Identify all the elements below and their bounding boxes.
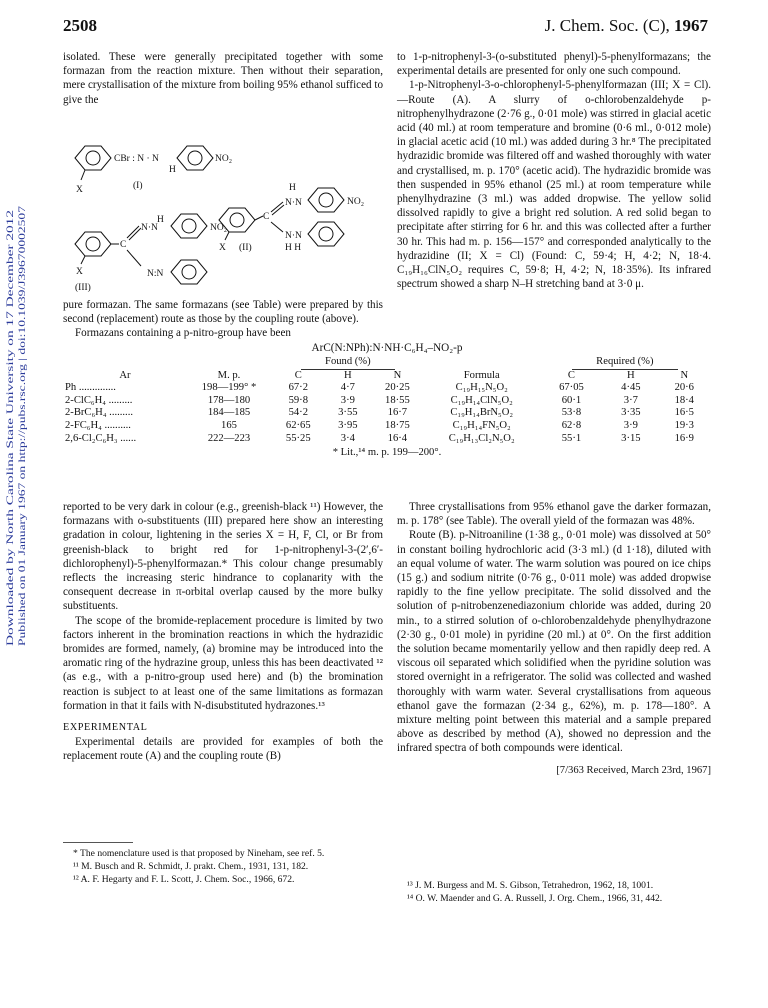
paragraph: Formazans containing a p-nitro-group have been: [75, 327, 291, 340]
table-cell: 3·9: [340, 394, 355, 406]
table-footnote-row: [63, 445, 711, 460]
table-cell: 62·8: [561, 419, 582, 431]
table-cell: 18·75: [385, 419, 410, 431]
table-row: [63, 382, 711, 395]
column-header: Ar: [119, 369, 131, 381]
table-cell: 165: [221, 419, 237, 431]
footnote: * The nomenclature used is that proposed by Nineham, see ref. 5.: [73, 848, 325, 859]
structure-ii-label: (II): [239, 243, 252, 253]
left-column-top: [63, 50, 383, 107]
sidebar-text: [3, 176, 31, 646]
structure-i-h: H: [169, 165, 176, 175]
footnotes-right: [397, 880, 711, 906]
table-cell: 3·55: [338, 407, 358, 419]
table-cell: 4·7: [340, 382, 355, 394]
column-header: C: [567, 369, 575, 381]
structure-i-label: (I): [133, 181, 143, 191]
paragraph: Three crystallisations from 95% ethanol gave the darker formazan, m. p. 178° (see Table). The overall yield of the formazan was 48%.: [397, 501, 711, 528]
table-cell: Ph ..............: [65, 382, 116, 394]
table-cell: C₁₉H₁₄FN₅O₂: [452, 419, 511, 431]
paragraph: Route (B). p-Nitroaniline (1·38 g., 0·01 mole) was dissolved at 50° in constant boiling hydrochloric acid (3·3 ml.) (d 1·18), diluted with an equal volume of water. The warm solution was poured on ice chips (15 g.) and sodium nitrite (0·76 g., 0·011 mole) was added dropwise rapidly to the fine yellow precipitate. The solid dissolved and the solution of p-nitrobenzenediazonium chloride was added, during 20 min., to a stirred solution of o-chlorobenzaldehyde phenylhydrazone (2·30 g., 0·01 mole) in pyridine (20 ml.) at 0°. On the first addition the solution became momentarily yellow and then rapidly deep red. A viscous oil separated which solidified when the pyridine solution was stored overnight in a refrigerator. The solid was collected and washed thoroughly with warm water. Several crystallisations from aqueous ethanol gave the formazan (2·34 g., 62%), m. p. 178—180°. A mixture melting point between this material and a sample prepared above as described by method (A), showed no depression and the infrared spectra of both compounds were identical.: [397, 529, 711, 755]
table-row: [63, 420, 711, 433]
structure-iii-nn2: N:N: [147, 269, 164, 279]
table-cell: 198—199° *: [201, 382, 257, 394]
section-heading: EXPERIMENTAL: [63, 722, 148, 734]
table-cell: 59·8: [288, 394, 308, 406]
footnotes-left: [63, 848, 383, 888]
found-group-header: Found (%): [301, 356, 395, 370]
table-group-row: [63, 356, 711, 370]
footnote-rule: [63, 842, 133, 843]
paragraph: reported to be very dark in colour (e.g., greenish-black ¹¹) However, the formazans with o-substituents (III) prepared here show an interesting gradation in colour, lightening in the series X = H, F, Cl, or Br from greenish-black to bright red for 1-p-nitrophenyl-3-(2′,6′-dichlorophenyl)-5-phenylformazan.* This colour change presumably reflects the increasing steric hindrance to coplanarity with the consequent decrease in π-orbital overlap caused by the more bulky substituents.: [63, 501, 383, 613]
structure-iii: [75, 214, 227, 293]
table-cell: 16·9: [674, 432, 694, 444]
structure-iii-x: X: [76, 267, 83, 277]
right-column-top: [397, 50, 711, 291]
table-footnote: * Lit.,¹⁴ m. p. 199—200°.: [332, 447, 442, 459]
structure-ii: [219, 183, 364, 253]
table-cell: 2-BrC₆H₄ .........: [65, 407, 134, 419]
table-cell: 3·4: [340, 432, 355, 444]
structure-ii-x: X: [219, 243, 226, 253]
structure-diagram: [63, 120, 383, 298]
structure-iii-nn1: N·N: [141, 223, 158, 233]
table-title: ArC(N:NPh):N·NH·C₆H₄–NO₂-p: [311, 342, 463, 354]
table-grid: [63, 356, 711, 460]
structure-ii-h: H: [289, 183, 296, 193]
table-cell: 4·45: [621, 382, 641, 394]
table-cell: 3·15: [621, 432, 641, 444]
table-cell: C₁₉H₁₄ClN₅O₂: [450, 394, 513, 406]
table-cell: 16·7: [387, 407, 408, 419]
footnote: ¹⁴ O. W. Maender and G. A. Russell, J. Org. Chem., 1966, 31, 442.: [407, 893, 663, 905]
table-cell: 53·8: [561, 407, 582, 419]
table-cell: 184—185: [207, 407, 251, 419]
left-column-bottom: [63, 500, 383, 764]
table-cell: 55·1: [561, 432, 582, 444]
table-cell: 62·65: [285, 419, 311, 431]
table-cell: 2-ClC₆H₄ .........: [65, 394, 133, 406]
download-sidebar: [3, 176, 31, 646]
chemical-structures: [63, 120, 383, 298]
table-cell: 2,6-Cl₂C₆H₃ ......: [65, 432, 137, 444]
page-number: 2508: [63, 16, 97, 35]
table-cell: 3·9: [623, 419, 638, 431]
structure-iii-c: C: [120, 240, 127, 250]
table-cell: 222—223: [207, 432, 251, 444]
table-cell: C₁₉H₁₅N₅O₂: [455, 382, 508, 394]
table-cell: 16·4: [387, 432, 408, 444]
paragraph: isolated. These were generally precipitated together with some formazan from the reaction mixture. Then without their separation, mere crystallisation of the mixture from boiling 95% ethanol sufficed to give the: [63, 51, 383, 106]
table-cell: 18·55: [385, 394, 410, 406]
formazan-table: [63, 342, 711, 460]
right-column-bottom: [397, 500, 711, 778]
structure-i-nitro: NO₂: [215, 154, 233, 164]
table-cell: C₁₉H₁₄BrN₅O₂: [450, 407, 514, 419]
column-header: H: [344, 369, 352, 381]
table-row: [63, 395, 711, 408]
paragraph: to 1-p-nitrophenyl-3-(o-substituted phenyl)-5-phenylformazans; the experimental details are presented for only one such compound.: [397, 51, 711, 78]
column-header: H: [627, 369, 635, 381]
column-header: M. p.: [217, 369, 241, 381]
table-cell: 18·4: [674, 394, 694, 406]
received-date: [7/363 Received, March 23rd, 1967]: [556, 764, 711, 776]
paragraph: Experimental details are provided for examples of both the replacement route (A) and the coupling route (B): [63, 736, 383, 763]
table-cell: 2-FC₆H₄ ..........: [65, 419, 131, 431]
structure-i-formula: CBr : N · N: [114, 154, 159, 164]
footnote: ¹³ J. M. Burgess and M. S. Gibson, Tetrahedron, 1962, 18, 1001.: [407, 880, 654, 891]
structure-iii-h: H: [157, 215, 164, 225]
structure-ii-hh: H H: [285, 243, 302, 253]
footnote: ¹² A. F. Hegarty and F. L. Scott, J. Chem. Soc., 1966, 672.: [73, 874, 295, 886]
structure-iii-label: (III): [75, 283, 91, 293]
journal-name: J. Chem. Soc. (C),: [544, 16, 674, 35]
table-cell: 20·6: [674, 382, 694, 394]
paragraph: pure formazan. The same formazans (see Table) were prepared by this second (replacement) route as those by the coupling route (above).: [63, 299, 383, 326]
table-cell: 67·05: [559, 382, 584, 394]
column-header: Formula: [463, 369, 500, 381]
sidebar-line-downloaded: Downloaded by North Carolina State University on 17 December 2012: [6, 379, 16, 646]
table-cell: 3·95: [338, 419, 358, 431]
structure-ii-nn2: N·N: [285, 231, 302, 241]
table-cell: 20·25: [385, 382, 410, 394]
table-cell: 178—180: [207, 394, 251, 406]
left-column-mid: [63, 298, 383, 341]
table-cell: 3·35: [621, 407, 641, 419]
structure-iii-nitro: NO₂: [210, 223, 228, 233]
journal-year: 1967: [674, 16, 708, 35]
column-header: C: [294, 369, 302, 381]
column-header: N: [393, 369, 402, 381]
required-group-header: Required (%): [572, 356, 677, 370]
table-cell: 16·5: [674, 407, 694, 419]
structure-ii-nn1: N·N: [285, 198, 302, 208]
table-row: [63, 433, 711, 446]
column-header: N: [680, 369, 689, 381]
table-cell: 67·2: [288, 382, 308, 394]
table-cell: 3·7: [623, 394, 638, 406]
paragraph: The scope of the bromide-replacement procedure is limited by two factors inherent in the bromination reactions in which the hydrazidic bromides are formed, namely, (a) bromine may be introduced into the aromatic ring of the hydrazine group, unless this has been deactivated ¹² (as e.g., with a p-nitro-group used here) and (b) the bromination reaction is subject to at least one of the same limitations as formazan formation in that it fails with N-disubstituted hydrazones.¹³: [63, 614, 383, 712]
structure-ii-c: C: [263, 212, 270, 222]
structure-i-x: X: [76, 185, 83, 195]
table-row: [63, 407, 711, 420]
structure-ii-nitro: NO₂: [347, 197, 365, 207]
table-cell: 54·2: [288, 407, 308, 419]
sidebar-line-published[interactable]: Published on 01 January 1967 on http://pubs.rsc.org | doi:10.1039/J39670002507: [18, 341, 28, 646]
structure-i: [75, 146, 232, 195]
table-cell: C₁₉H₁₃Cl₂N₅O₂: [448, 432, 515, 444]
table-header-row: [63, 370, 711, 383]
journal-header: [545, 16, 708, 36]
table-cell: 55·25: [285, 432, 311, 444]
table-cell: 60·1: [561, 394, 582, 406]
table-cell: 19·3: [674, 419, 694, 431]
footnote: ¹¹ M. Busch and R. Schmidt, J. prakt. Chem., 1931, 131, 182.: [73, 861, 309, 873]
paragraph: 1-p-Nitrophenyl-3-o-chlorophenyl-5-phenylformazan (III; X = Cl).—Route (A). A slurry of o-chlorobenzaldehyde p-nitrophenylhydrazone (2·76 g., 0·01 mole) was stirred in glacial acetic acid (40 ml.) at room temperature and bromine (0·6 ml., 0·012 mole) in glacial acetic acid (10 ml.) was added during 3 hr.⁸ The precipitated hydrazidic bromide was filtered off and washed thoroughly with water and crystallised, m. p. 170° (acetic acid). The hydrazidic bromide was then suspended in 95% ethanol (25 ml.) at room temperature while phenylhydrazine (3 ml.) was added dropwise. The yellow solid dissolved rapidly to give a bright red solution. A red solid began to precipitate after stirring for 6 hr. and this was collected after a further 30 hr. This had m. p. 156—157° and corresponded analytically to the hydrazidine (II; X = Cl) (Found: C, 59·4; H, 4·2; N, 18·4. C₁₉H₁₆ClN₅O₂ requires C, 59·8; H, 4·2; N, 18·35%). Its infrared spectrum showed a sharp N–H stretching band at 3·0 μ.: [397, 79, 711, 291]
